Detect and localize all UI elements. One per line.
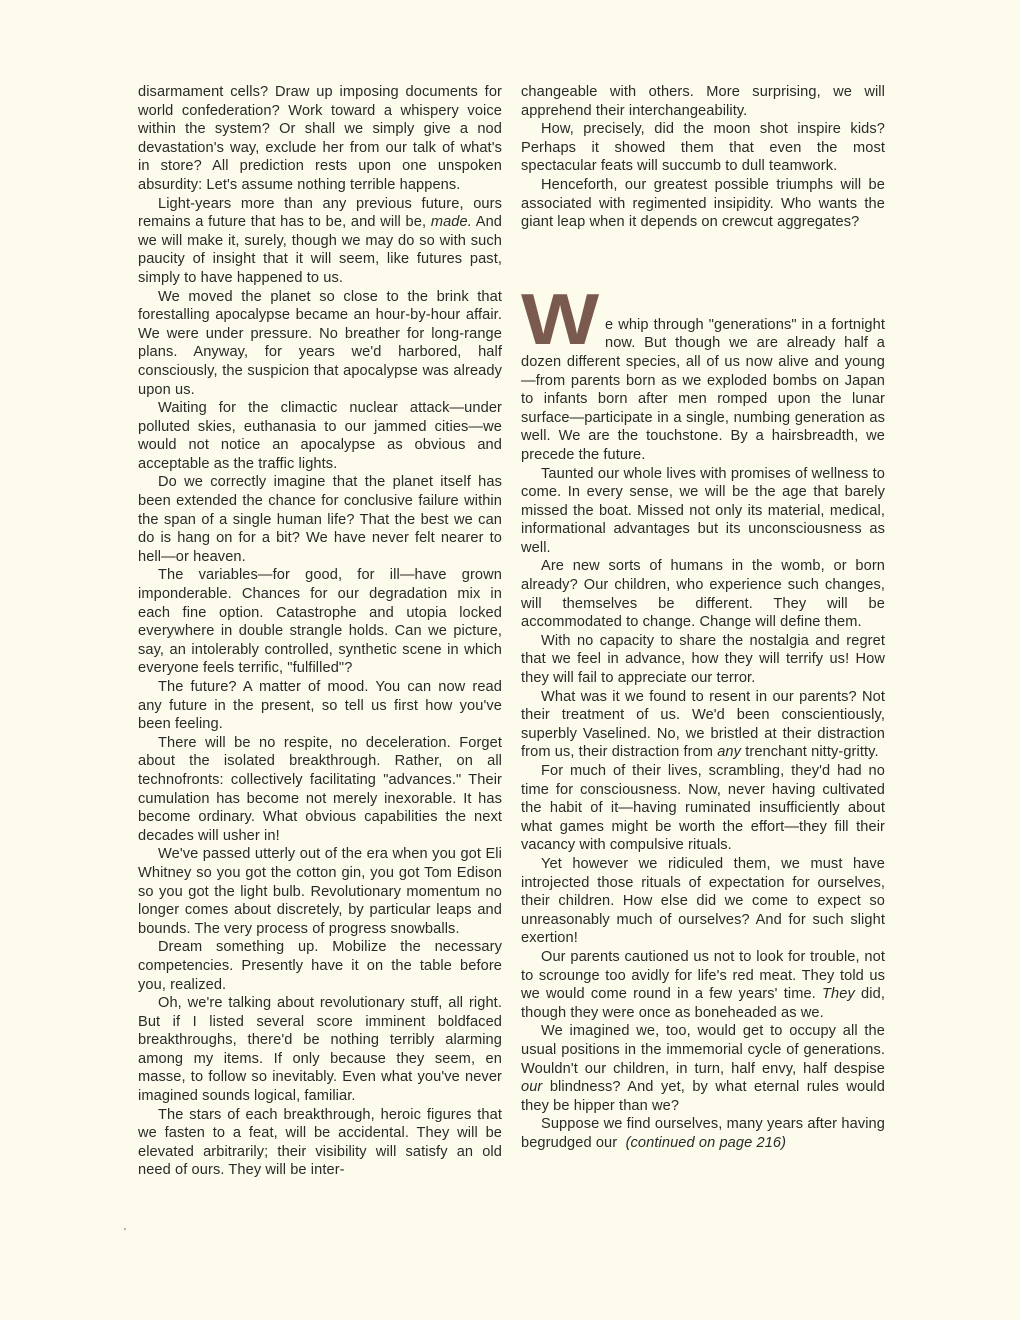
paragraph-part: blindness? And yet, by what eternal rules would they be hipper than we? xyxy=(521,1079,885,1114)
paragraph: For much of their lives, scrambling, they'd had no time for consciousness. Now, never having cultivated the habit of it—having ruminated insufficiently about what games might be worth the effort—they fill their vacancy with compulsive rituals. xyxy=(521,763,885,854)
paragraph: Do we correctly imagine that the planet itself has been extended the chance for conclusive failure within the span of a single human life? That the best we can do is hang on for a bit? We have never felt nearer to hell—or heaven. xyxy=(138,474,502,565)
paragraph xyxy=(521,1115,885,1152)
paragraph-part: And we will make it, surely, though we may do so with such paucity of insight that it will seem, like futures past, simply to have happened to us. xyxy=(138,214,502,286)
paragraph: Henceforth, our greatest possible triumphs will be associated with regimented insipidity. Who wants the giant leap when it depends on crewcut aggregates? xyxy=(521,176,885,231)
paragraph xyxy=(521,688,885,762)
paragraph: The variables—for good, for ill—have grown imponderable. Chances for our degradation mix in each fine option. Catastrophe and utopia locked everywhere in double strangle holds. Can we picture, say, an intolerably controlled, synthetic scene in which everyone feels terrific, "fulfilled"? xyxy=(138,567,502,677)
paragraph-part: did, though they were once as boneheaded as we. xyxy=(521,986,885,1021)
paragraph: Oh, we're talking about revolutionary stuff, all right. But if I listed several score imminent boldfaced breakthroughs, there'd be nothing terribly alarming among my items. If only because they seem, en masse, to follow so inevitably. Even what you've never imagined sounds logical, familiar. xyxy=(138,995,502,1105)
paragraph: Dream something up. Mobilize the necessary competencies. Presently have it on the table before you, realized. xyxy=(138,939,502,993)
paragraph: Waiting for the climactic nuclear attack—under polluted skies, euthanasia to our jammed cities—we would not notice an apocalypse as obvious and acceptable as the traffic lights. xyxy=(138,400,502,472)
paragraph-part: What was it we found to resent in our parents? Not their treatment of us. We'd been conscientiously, superbly Vaselined. No, we bristled at their distraction from us, their distraction from xyxy=(521,688,885,761)
paragraph: The future? A matter of mood. You can now read any future in the present, so tell us first how you've been feeling. xyxy=(138,679,502,733)
paragraph: How, precisely, did the moon shot inspire kids? Perhaps it showed them that even the most spectacular feats will succumb to dull teamwork. xyxy=(521,121,885,175)
paragraph-part: We imagined we, too, would get to occupy all the usual positions in the immemorial cycle of generations. Wouldn't our children, in turn, half envy, half despise xyxy=(521,1023,885,1077)
left-column xyxy=(138,83,502,1180)
paragraph-part: trenchant nitty-gritty. xyxy=(741,744,879,761)
emphasis-any: any xyxy=(717,744,742,761)
right-column xyxy=(521,83,885,1152)
emphasis-made: made. xyxy=(430,214,472,231)
drop-cap: W xyxy=(521,279,597,360)
section-opening xyxy=(521,279,885,465)
paragraph: Yet however we ridiculed them, we must have introjected those rituals of expectation for ourselves, their children. How else did we come to expect so unreasonably much of ourselves? And for such slight exertion! xyxy=(521,855,885,947)
paragraph xyxy=(521,948,885,1022)
paragraph-part: Light-years more than any previous future, ours remains a future that has to be, and will be, xyxy=(138,195,502,231)
emphasis-our: our xyxy=(521,1079,543,1096)
paragraph xyxy=(521,1022,885,1115)
continued-note[interactable]: (continued on page 216) xyxy=(625,1134,787,1151)
emphasis-they: They xyxy=(822,986,855,1003)
paragraph: We moved the planet so close to the brink that forestalling apocalypse became an hour-by-hour affair. We were under pressure. No breather for long-range plans. Anyway, for years we'd harbored, half consciously, the suspicion that apocalypse was already upon us. xyxy=(138,288,502,398)
paragraph: Taunted our whole lives with promises of wellness to come. In every sense, we will be the age that barely missed the boat. Missed not only its material, medical, informational advantages but its unconsciousness as well. xyxy=(521,465,885,556)
dropcap-paragraph-text: e whip through "generations" in a fortnight now. But though we are already half a dozen different species, all of us now alive and young—from parents born as we exploded bombs on Japan to infants born after men romped upon the lunar surface—participate in a single, numbing generation as well. We are the touchstone. By a hairsbreadth, we precede the future. xyxy=(521,316,885,463)
stray-mark: ' xyxy=(124,1227,126,1238)
paragraph: The stars of each breakthrough, heroic figures that we fasten to a feat, will be accidental. They will be elevated arbitrarily; their visibility will satisfy an old need of ours. They will be inter- xyxy=(138,1106,502,1179)
paragraph-part: Our parents cautioned us not to look for trouble, not to scrounge too avidly for life's red meat. They told us we would come round in a few years' time. xyxy=(521,948,885,1003)
paragraph xyxy=(138,195,502,288)
paragraph: With no capacity to share the nostalgia and regret that we feel in advance, how they will terrify us! How they will fail to appreciate our terror. xyxy=(521,632,885,687)
paragraph: changeable with others. More surprising, we will apprehend their interchangeability. xyxy=(521,84,885,119)
paragraph: There will be no respite, no deceleration. Forget about the isolated breakthrough. Rather, on all technofronts: collectively facilitating "advances." Their cumulation has become not merely inexorable. It has become ordinary. What obvious capabilities the next decades will usher in! xyxy=(138,734,502,844)
paragraph: disarmament cells? Draw up imposing documents for world confederation? Work toward a whispery voice within the system? Or shall we simply give a nod devastation's way, exclude her from our talk of what's in store? All prediction rests upon one unspoken absurdity: Let's assume nothing terrible happens. xyxy=(138,84,502,193)
paragraph: Are new sorts of humans in the womb, or born already? Our children, who experience such changes, will themselves be different. They will be accommodated to change. Change will define them. xyxy=(521,558,885,631)
final-paragraph-text: Suppose we find ourselves, many years after having begrudged our xyxy=(521,1116,885,1151)
paragraph: We've passed utterly out of the era when you got Eli Whitney so you got the cotton gin, you got Tom Edison so you got the light bulb. Revolutionary momentum no longer comes about discretely, by particular leaps and bounds. The very process of progress snowballs. xyxy=(138,846,502,937)
